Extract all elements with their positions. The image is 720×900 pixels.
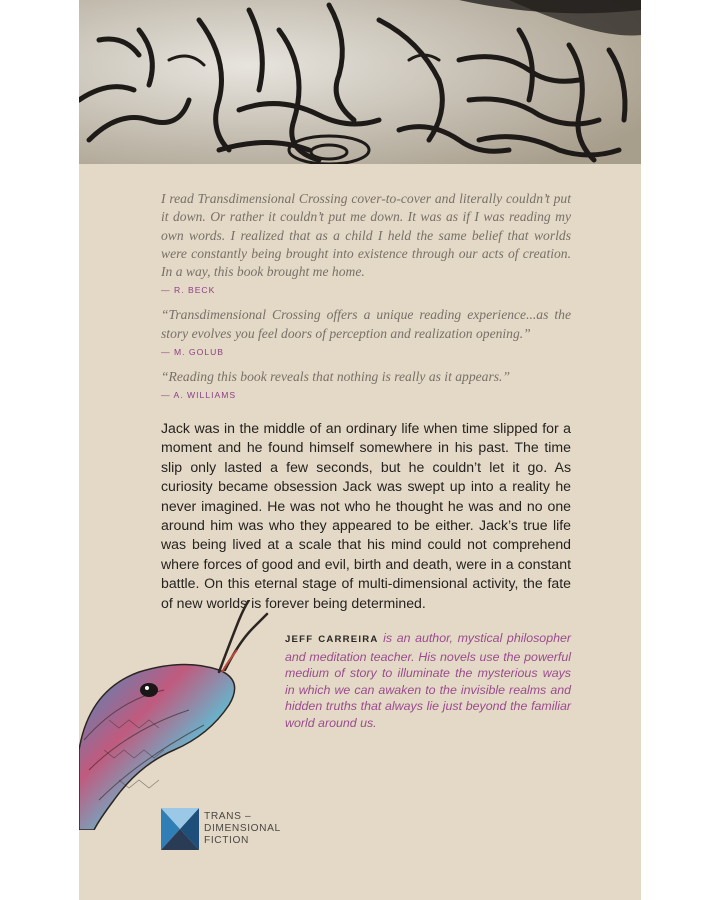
reviews-section bbox=[161, 190, 571, 411]
back-cover bbox=[79, 0, 641, 900]
review-attribution: — A. WILLIAMS bbox=[161, 390, 237, 401]
review-attribution: — M. GOLUB bbox=[161, 347, 225, 358]
ink-artwork-illustration bbox=[79, 0, 641, 164]
publisher-logo bbox=[161, 808, 281, 850]
publisher-name-line: FICTION bbox=[204, 835, 249, 847]
publisher-logo-icon bbox=[161, 808, 199, 850]
publisher-name bbox=[204, 811, 281, 848]
author-bio-text: is an author, mystical philosopher and meditation teacher. His novels use the powerful medium of story to illuminate the mysterious ways in which we can awaken to the invisible realms and hidden truths that always lie just beyond the familiar world around us. bbox=[285, 631, 571, 730]
publisher-name-line: DIMENSIONAL bbox=[204, 822, 281, 834]
author-name: JEFF CARREIRA bbox=[285, 634, 379, 645]
snake-head-illustration bbox=[79, 600, 269, 830]
book-synopsis: Jack was in the middle of an ordinary life when time slipped for a moment and he found himself somewhere in his past. The time slip only lasted a few seconds, but he couldn’t let it go. As curiosity became obsession Jack was swept up into a reality he never imagined. He was not who he thought he was and no one around him was who they appeared to be either. Jack’s true life was being lived at a scale that his mind could not comprehend where forces of good and evil, birth and death, were in a constant battle. On this eternal stage of multi-dimensional activity, the fate of new worlds is forever being determined. bbox=[161, 420, 571, 611]
review-quote: “Reading this book reveals that nothing is really as it appears.” bbox=[161, 369, 511, 385]
author-bio bbox=[285, 630, 571, 732]
review-quote: I read Transdimensional Crossing cover-to-cover and literally couldn’t put it down. Or rather it couldn’t put me down. It was as if I was reading my own words. I realized that as a child I held the same belief that worlds were constantly being brought into existence through our acts of creation. In a way, this book brought me home. bbox=[161, 191, 571, 280]
publisher-name-line: TRANS – bbox=[204, 810, 252, 822]
review-quote: “Transdimensional Crossing offers a unique reading experience...as the story evolves you feel doors of perception and realization opening.” bbox=[161, 307, 571, 341]
review-attribution: — R. BECK bbox=[161, 285, 216, 296]
